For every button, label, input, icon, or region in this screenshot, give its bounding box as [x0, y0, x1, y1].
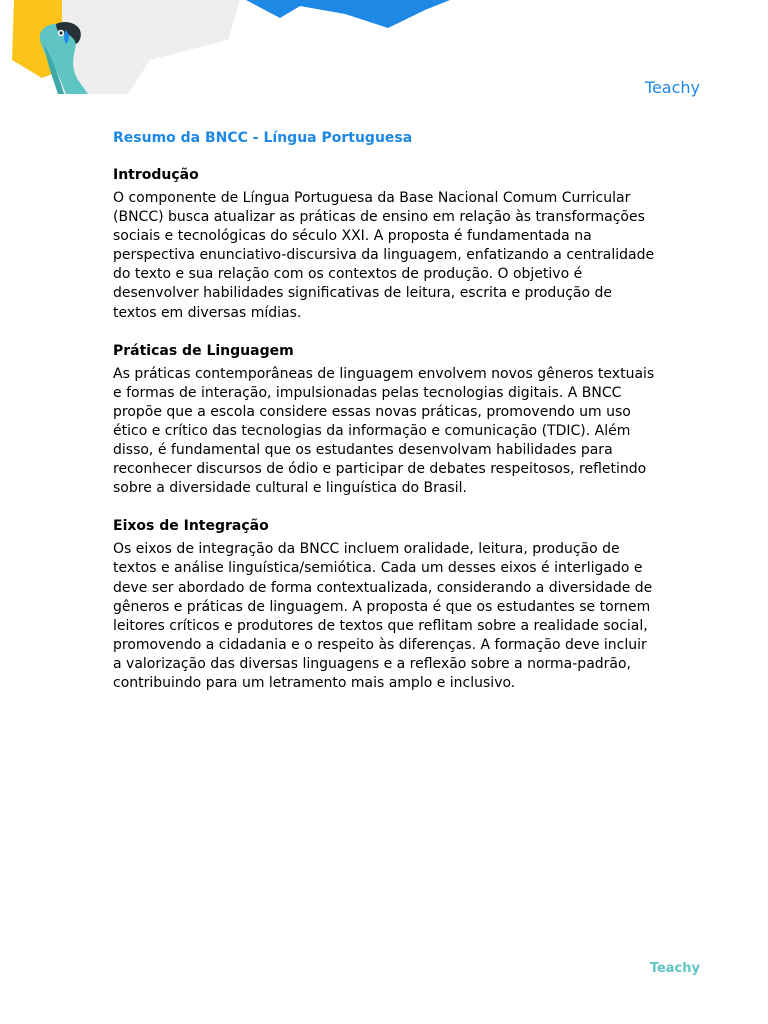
document-title: Resumo da BNCC - Língua Portuguesa	[113, 130, 413, 146]
section-praticas-de-linguagem	[113, 342, 658, 499]
section-body: Os eixos de integração da BNCC incluem oralidade, leitura, produção de textos e análise linguística/semiótica. Cada um desses eixos é interligado e deve ser abordado de forma contextualizada, considerando a diversidade de gêneros e práticas de linguagem. A proposta é que os estudantes se tornem leitores críticos e produtores de textos que reflitam sobre a realidade social, promovendo a cidadania e o respeito às diferenças. A formação deve incluir a valorização das diversas linguagens e a reflexão sobre a norma-padrão, contribuindo para um letramento mais amplo e inclusivo.	[113, 541, 653, 691]
section-heading: Introdução	[113, 167, 199, 183]
gray-background-shape	[60, 0, 240, 94]
teachy-header-brand: Teachy	[644, 78, 700, 97]
section-heading: Práticas de Linguagem	[113, 342, 294, 359]
section-eixos-de-integracao	[113, 517, 658, 693]
document-content	[113, 129, 658, 712]
section-body: O componente de Língua Portuguesa da Base Nacional Comum Curricular (BNCC) busca atualizar as práticas de ensino em relação às transformações sociais e tecnológicas do século XXI. A proposta é fundamentada na perspectiva enunciativo-discursiva da linguagem, enfatizando a centralidade do texto e sua relação com os contextos de produção. O objetivo é desenvolver habilidades significativas de leitura, escrita e produção de textos em diversas mídias.	[113, 190, 655, 321]
teachy-footer-brand: Teachy	[649, 961, 700, 976]
blue-banner-shape	[246, 0, 450, 28]
section-heading: Eixos de Integração	[113, 518, 269, 535]
section-body: As práticas contemporâneas de linguagem envolvem novos gêneros textuais e formas de interação, impulsionadas pelas tecnologias digitais. A BNCC propõe que a escola considere essas novas práticas, promovendo um uso ético e crítico das tecnologias da informação e comunicação (TDIC). Além disso, é fundamental que os estudantes desenvolvam habilidades para reconhecer discursos de ódio e participar de debates respeitosos, refletindo sobre a diversidade cultural e linguística do Brasil.	[113, 365, 655, 497]
section-introducao	[113, 166, 658, 323]
